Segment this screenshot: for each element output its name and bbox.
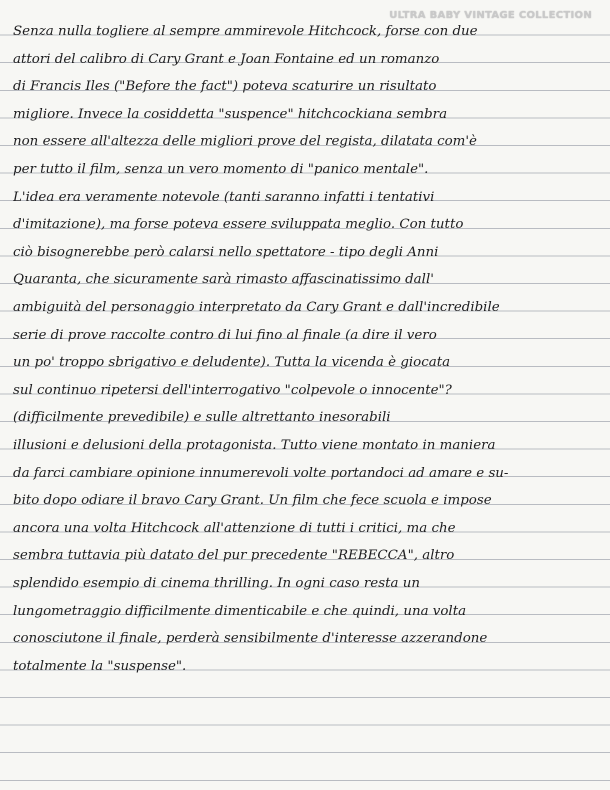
text-line: ciò bisognerebbe però calarsi nello spettatore - tipo degli Anni	[13, 244, 439, 260]
text-line: un po' troppo sbrigativo e deludente). Tutta la vicenda è giocata	[13, 355, 451, 371]
text-line: illusioni e delusioni della protagonista. Tutto viene montato in maniera	[13, 438, 496, 453]
text-line: sul continuo ripetersi dell'interrogativo "colpevole o innocente"?	[13, 382, 452, 398]
text-line: splendido esempio di cinema thrilling. In ogni caso resta un	[13, 576, 420, 591]
text-line: totalmente la "suspense".	[13, 658, 187, 674]
text-line: non essere all'altezza delle migliori prove del regista, dilatata com'è	[13, 134, 477, 150]
text-line: Quaranta, che sicuramente sarà rimasto affascinatissimo dall'	[13, 272, 434, 288]
text-line: ancora una volta Hitchcock all'attenzione di tutti i critici, ma che	[13, 520, 456, 536]
text-line: conosciutone il finale, perderà sensibilmente d'interesse azzerandone	[13, 631, 488, 647]
text-line: attori del calibro di Cary Grant e Joan Fontaine ed un romanzo	[13, 51, 440, 67]
text-line: L'idea era veramente notevole (tanti saranno infatti i tentativi	[13, 189, 435, 205]
text-line: lungometraggio difficilmente dimenticabile e che quindi, una volta	[13, 603, 467, 619]
text-line: da farci cambiare opinione innumerevoli volte portandoci ad amare e su-	[13, 465, 509, 481]
text-line: per tutto il film, senza un vero momento di "panico mentale".	[13, 162, 429, 177]
text-line: sembra tuttavia più datato del pur precedente "REBECCA", altro	[13, 548, 455, 564]
text-line: serie di prove raccolte contro di lui fino al finale (a dire il vero	[13, 327, 437, 343]
text-line: (difficilmente prevedibile) e sulle altrettanto inesorabili	[13, 410, 391, 426]
text-line: bito dopo odiare il bravo Cary Grant. Un film che fece scuola e impose	[13, 493, 492, 509]
text-line: ambiguità del personaggio interpretato da Cary Grant e dall'incredibile	[13, 300, 500, 315]
text-line: di Francis Iles ("Before the fact") poteva scaturire un risultato	[13, 79, 437, 95]
text-line: d'imitazione), ma forse poteva essere sviluppata meglio. Con tutto	[13, 217, 464, 233]
text-line: Senza nulla togliere al sempre ammirevole Hitchcock, forse con due	[13, 24, 478, 39]
text-line: migliore. Invece la cosiddetta "suspence" hitchcockiana sembra	[13, 106, 448, 122]
watermark: ULTRA BABY VINTAGE COLLECTION	[389, 10, 592, 21]
